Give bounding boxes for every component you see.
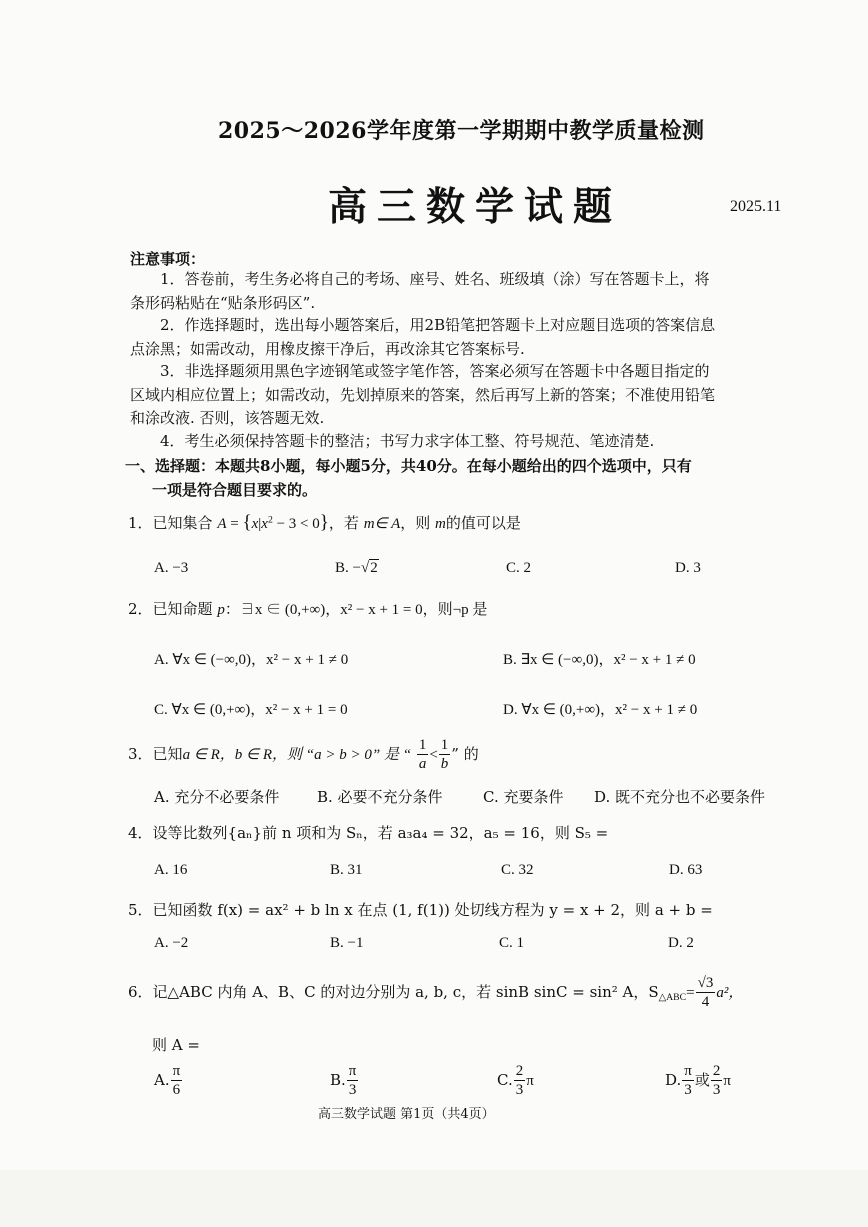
question-number: 2． [128,600,153,618]
question-4-option-c: C. 32 [501,862,534,878]
notice-item-1 [130,268,798,315]
notice-item-2-line-1: 2．作选择题时，选出每小题答案后，用2B铅笔把答题卡上对应题目选项的答案信息 [160,316,716,334]
denominator: 6 [172,1082,181,1098]
numerator: 1 [418,737,427,753]
variable: m [363,516,375,532]
question-text: ” 的 [451,745,479,763]
question-2-stem [128,598,487,619]
question-5-option-a: A. −2 [154,935,189,951]
exam-date: 2025.11 [730,198,782,215]
fraction [347,1064,359,1098]
numerator: 2 [515,1063,524,1079]
question-1-stem: 1．已知集合 $A = \{x|x^2 - 3 < 0\}$，若 m∈ A，则 m的值可以是 [128,512,521,533]
numerator: 2 [712,1063,721,1079]
question-4-option-b: B. 31 [330,862,363,878]
option-label: B. − [335,560,361,576]
numerator: √3 [697,975,714,991]
option-label: C. [497,1071,513,1089]
question-number: 5． [128,901,153,919]
question-text: ，则 [400,514,431,532]
exam-year-title: 2025～2026学年度第一学期期中教学质量检测 [218,118,705,144]
question-6-option-b [330,1064,359,1098]
notice-item-3-line-1: 3．非选择题须用黑色字迹钢笔或签字笔作答，答案必须写在答题卡中各题目指定的 [160,362,710,380]
denominator: 3 [712,1082,721,1098]
option-label: A. [154,1071,170,1089]
question-1-option-a: A. −3 [154,560,189,576]
fraction [682,1064,694,1098]
section-heading-line-1: 一、选择题：本题共8小题，每小题5分，共40分。在每小题给出的四个选项中，只有 [125,457,692,475]
question-2-option-c: C. ∀x ∈ (0,+∞)，x² − x + 1 = 0 [154,702,348,718]
question-2-option-b: B. ∃x ∈ (−∞,0)，x² − x + 1 ≠ 0 [503,652,696,668]
question-3-option-b: B. 必要不充分条件 [317,788,443,806]
question-3-option-c: C. 充要条件 [483,788,564,806]
proposition-variable: p [217,602,225,618]
question-text: a²， [716,985,744,1001]
fraction [171,1064,183,1098]
denominator: a [418,756,427,772]
question-4-option-d: D. 63 [669,862,703,878]
question-1-option-d: D. 3 [675,560,701,576]
section-heading-line-2: 一项是符合题目要求的。 [152,481,318,499]
question-6-option-d [665,1064,731,1098]
question-6-stem-line-2: 则 A = [152,1036,200,1054]
question-text: 已知函数 f(x) = ax² + b ln x 在点 (1, f(1)) 处切线方程为 y = x + 2，则 a + b = [152,901,713,919]
question-3-stem [128,738,479,772]
question-text: ：∃x ∈ (0,+∞)，x² − x + 1 = 0，则¬p 是 [224,602,488,618]
fraction-1-over-b [439,738,451,772]
denominator: 3 [348,1082,357,1098]
notice-item-3 [130,360,798,431]
notice-item-3-line-2: 区域内相应位置上；如需改动，先划掉原来的答案，然后再写上新的答案；不准使用铅笔 [130,385,716,404]
page-footer: 高三数学试题 第1页（共4页） [318,1107,495,1122]
notice-item-2-line-2: 点涂黑；如需改动，用橡皮擦干净后，再改涂其它答案标号. [130,339,525,358]
section-heading [125,454,805,502]
exam-title: 高三数学试题 [328,184,623,230]
question-text: 的值可以是 [445,514,521,532]
fraction-1-over-a [417,738,429,772]
question-6-option-a [154,1064,183,1098]
set-name: A [217,516,227,532]
question-5-option-c: C. 1 [499,935,525,951]
membership: ∈ A [374,516,401,532]
question-6-stem [128,976,743,1010]
question-1-option-c: C. 2 [506,560,532,576]
equals: = [686,985,695,1001]
denominator: 4 [701,994,710,1010]
question-4-stem [128,822,608,843]
notice-item-1-line-1: 1．答卷前，考生务必将自己的考场、座号、姓名、班级填（涂）写在答题卡上，将 [160,270,710,288]
question-text: 记△ABC 内角 A、B、C 的对边分别为 a, b, c，若 sinB sinC = sin² A，S [152,983,659,1001]
notice-item-3-line-3: 和涂改液. 否则，该答题无效. [130,409,325,427]
question-3-option-a: A. 充分不必要条件 [154,788,280,806]
notice-item-2 [130,314,798,361]
notice-heading: 注意事项： [130,250,206,268]
denominator: 3 [515,1082,524,1098]
variable: m [435,516,446,532]
notice-item-1-line-2: 条形码粘贴在“贴条形码区”. [130,293,316,312]
notice-item-4-line-1: 4．考生必须保持答题卡的整洁；书写力求字体工整、符号规范、笔迹清楚. [160,432,655,450]
question-number: 6． [128,983,153,1001]
question-2-option-d: D. ∀x ∈ (0,+∞)，x² − x + 1 ≠ 0 [503,702,698,718]
question-number: 3． [128,745,153,763]
numerator: 1 [440,737,449,753]
denominator: 3 [684,1082,692,1098]
question-text: ，若 [328,514,359,532]
denominator: b [440,756,449,772]
pi-symbol: π [723,1073,731,1089]
numerator: π [172,1063,181,1079]
numerator: π [348,1063,357,1079]
numerator: π [684,1063,692,1079]
question-text: 已知命题 [152,600,213,618]
question-number: 1． [128,514,153,532]
radicand: 2 [370,560,378,576]
fraction [711,1064,723,1098]
question-text: 设等比数列{aₙ}前 n 项和为 Sₙ，若 a₃a₄ = 32，a₅ = 16，则 S₅ = [152,824,609,842]
question-4-option-a: A. 16 [154,862,188,878]
fraction-sqrt3-over-4 [696,976,716,1010]
less-than: < [429,747,438,763]
question-text: 已知 [152,745,183,763]
option-label: B. [330,1071,346,1089]
question-text: a ∈ R，b ∈ R，则 “a > b > 0” 是 “ [182,747,412,763]
notice-item-4 [130,430,798,454]
or-word: 或 [694,1071,710,1089]
set-variable: x [261,516,268,532]
page-bottom-margin [0,1170,868,1227]
question-number: 4． [128,824,153,842]
set-variable: x [251,516,259,532]
question-6-option-c [497,1064,534,1098]
question-5-stem [128,899,713,920]
question-text: 已知集合 [152,514,213,532]
option-label: D. [665,1071,682,1089]
question-3-option-d: D. 既不充分也不必要条件 [594,788,766,806]
question-2-option-a: A. ∀x ∈ (−∞,0)，x² − x + 1 ≠ 0 [154,652,349,668]
fraction [514,1064,526,1098]
question-5-option-b: B. −1 [330,935,364,951]
question-5-option-d: D. 2 [668,935,694,951]
pi-symbol: π [526,1073,534,1089]
question-1-option-b: B. −√2 [335,560,378,576]
subscript: △ABC [658,991,687,1003]
